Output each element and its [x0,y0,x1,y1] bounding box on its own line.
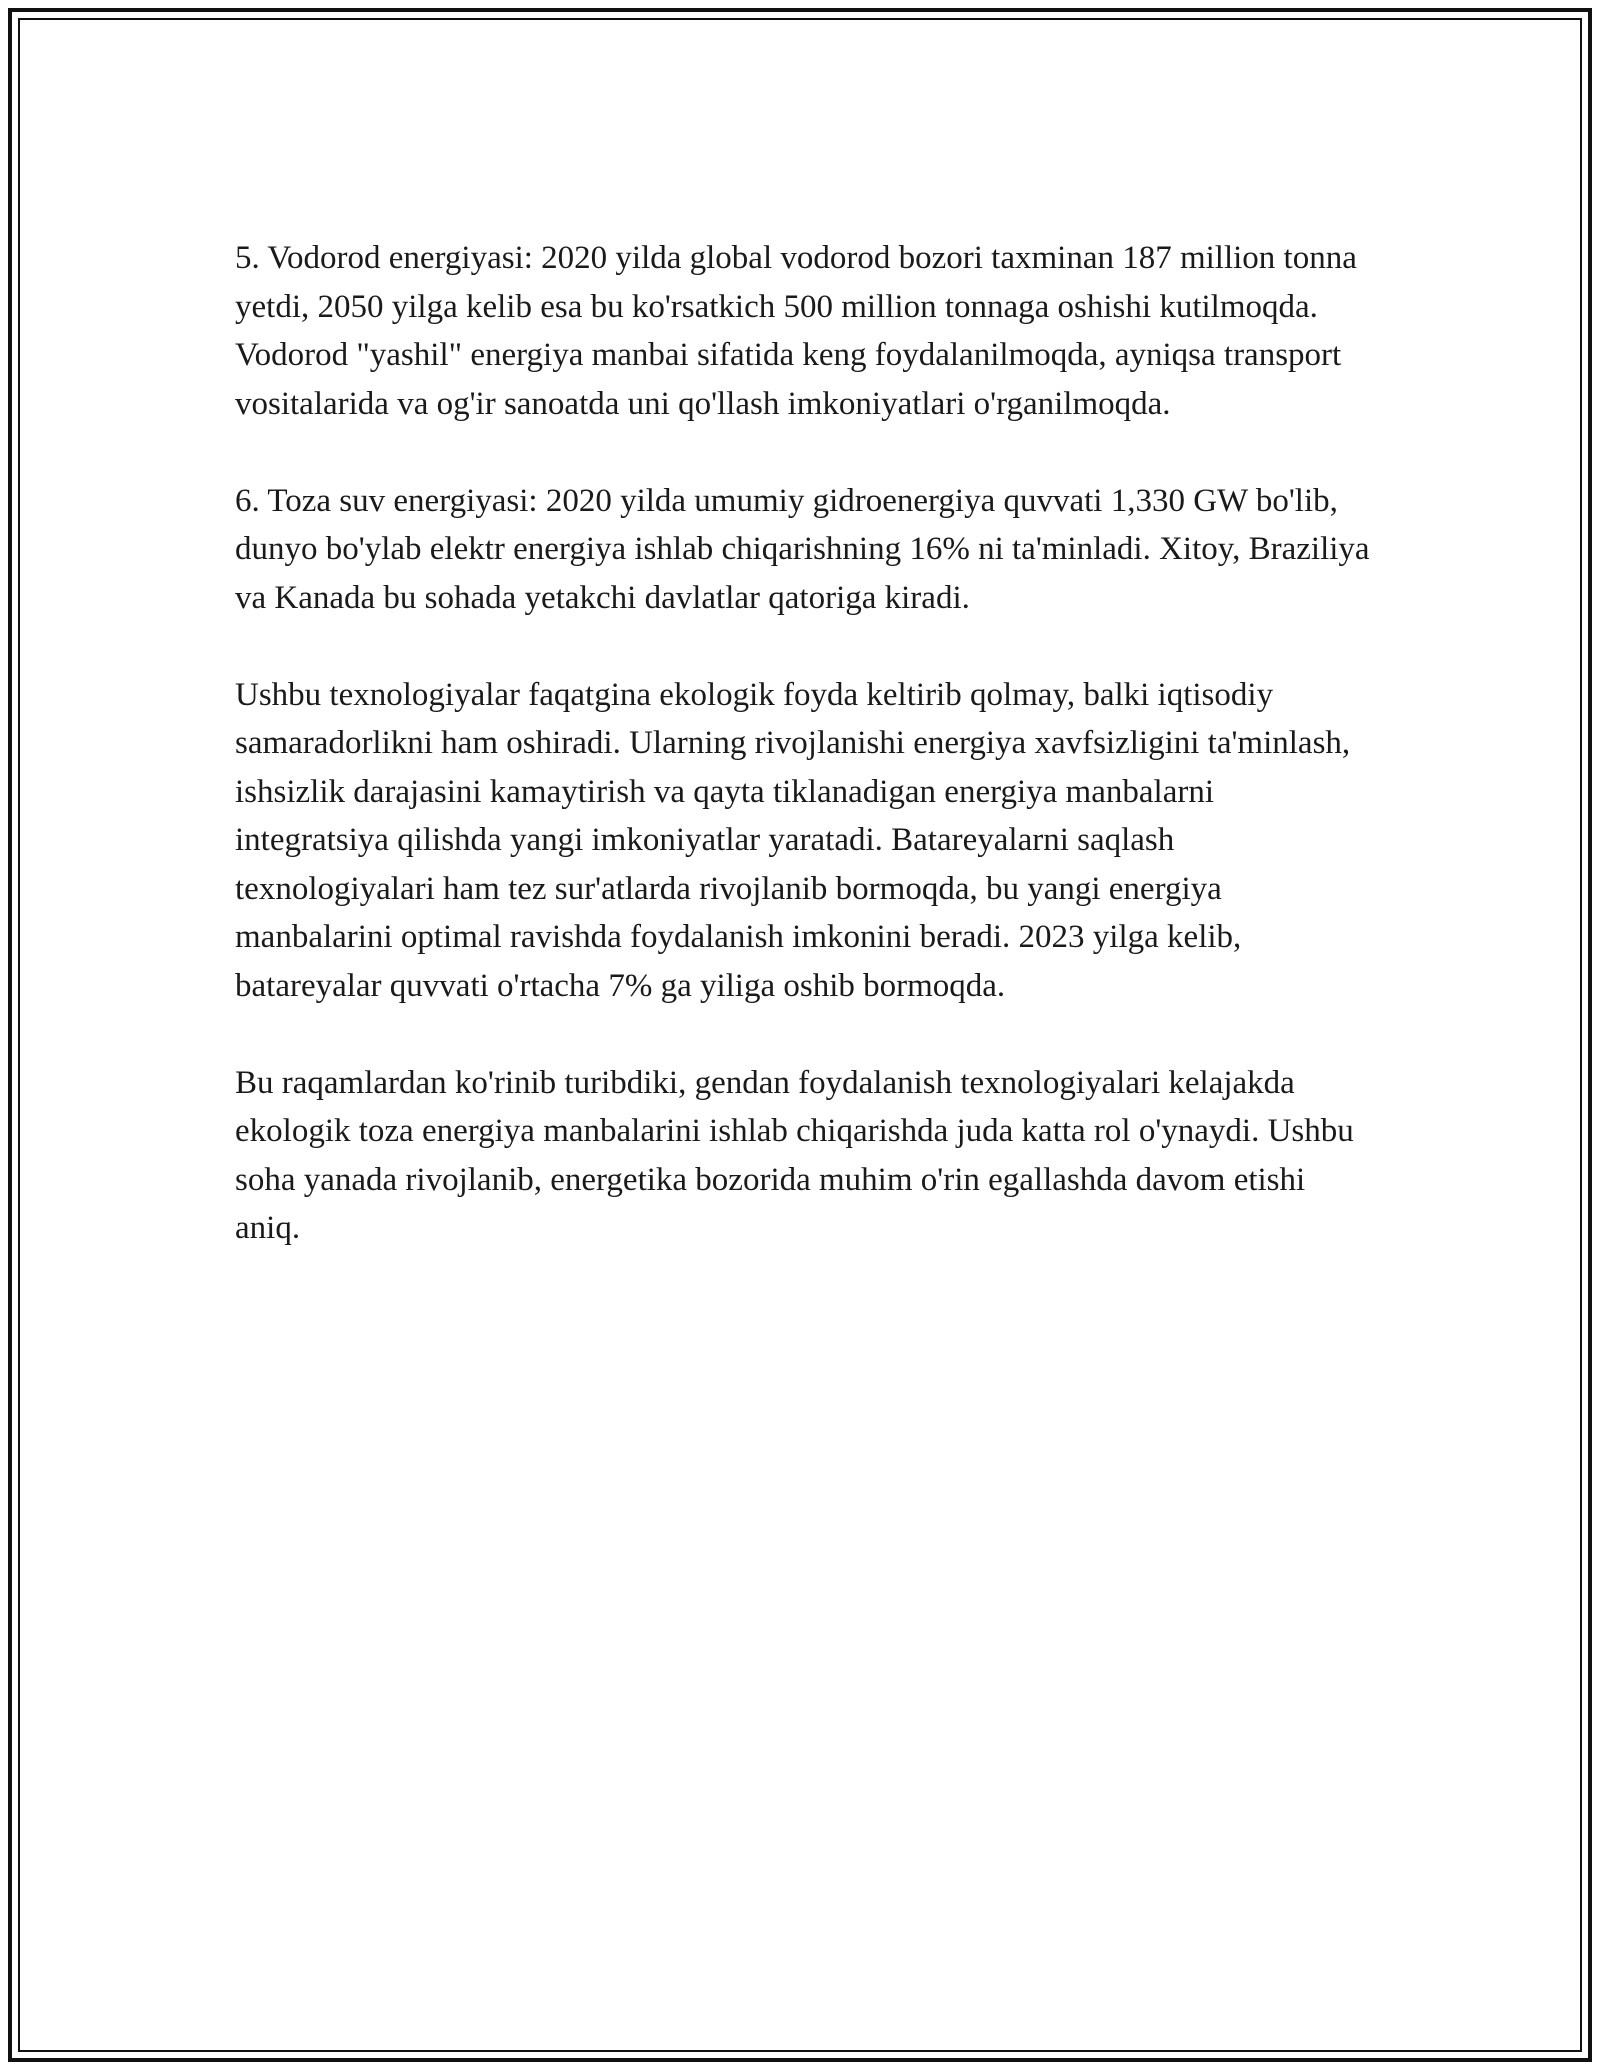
paragraph-conclusion: Bu raqamlardan ko'rinib turibdiki, gendan foydalanish texnologiyalari kelajakda ekologik toza energiya manbalarini ishlab chiqarishda juda katta rol o'ynaydi. Ushbu soha yanada rivojlanib, energetika bozorida muhim o'rin egallashda davom etishi aniq. [235,1064,1354,1246]
paragraph-technology-benefits: Ushbu texnologiyalar faqatgina ekologik foyda keltirib qolmay, balki iqtisodiy samaradorlikni ham oshiradi. Ularning rivojlanishi energiya xavfsizligini ta'minlash, ishsizlik darajasini kamaytirish va qayta tiklanadigan energiya manbalarni integratsiya qilishda yangi imkoniyatlar yaratadi. Batareyalarni saqlash texnologiyalari ham tez sur'atlarda rivojlanib bormoqda, bu yangi energiya manbalarini optimal ravishda foydalanish imkonini beradi. 2023 yilga kelib, batareyalar quvvati o'rtacha 7% ga yiliga oshib bormoqda. [235,676,1351,1004]
document-body [235,234,1370,1301]
paragraph-hydrogen-energy: 5. Vodorod energiyasi: 2020 yilda global vodorod bozori taxminan 187 million tonna yetdi, 2050 yilga kelib esa bu ko'rsatkich 500 million tonnaga oshishi kutilmoqda. Vodorod "yashil" energiya manbai sifatida keng foydalanilmoqda, ayniqsa transport vositalarida va og'ir sanoatda uni qo'llash imkoniyatlari o'rganilmoqda. [235,240,1357,422]
paragraph-hydropower: 6. Toza suv energiyasi: 2020 yilda umumiy gidroenergiya quvvati 1,330 GW bo'lib, dunyo bo'ylab elektr energiya ishlab chiqarishning 16% ni ta'minladi. Xitoy, Braziliya va Kanada bu sohada yetakchi davlatlar qatoriga kiradi. [235,482,1370,616]
